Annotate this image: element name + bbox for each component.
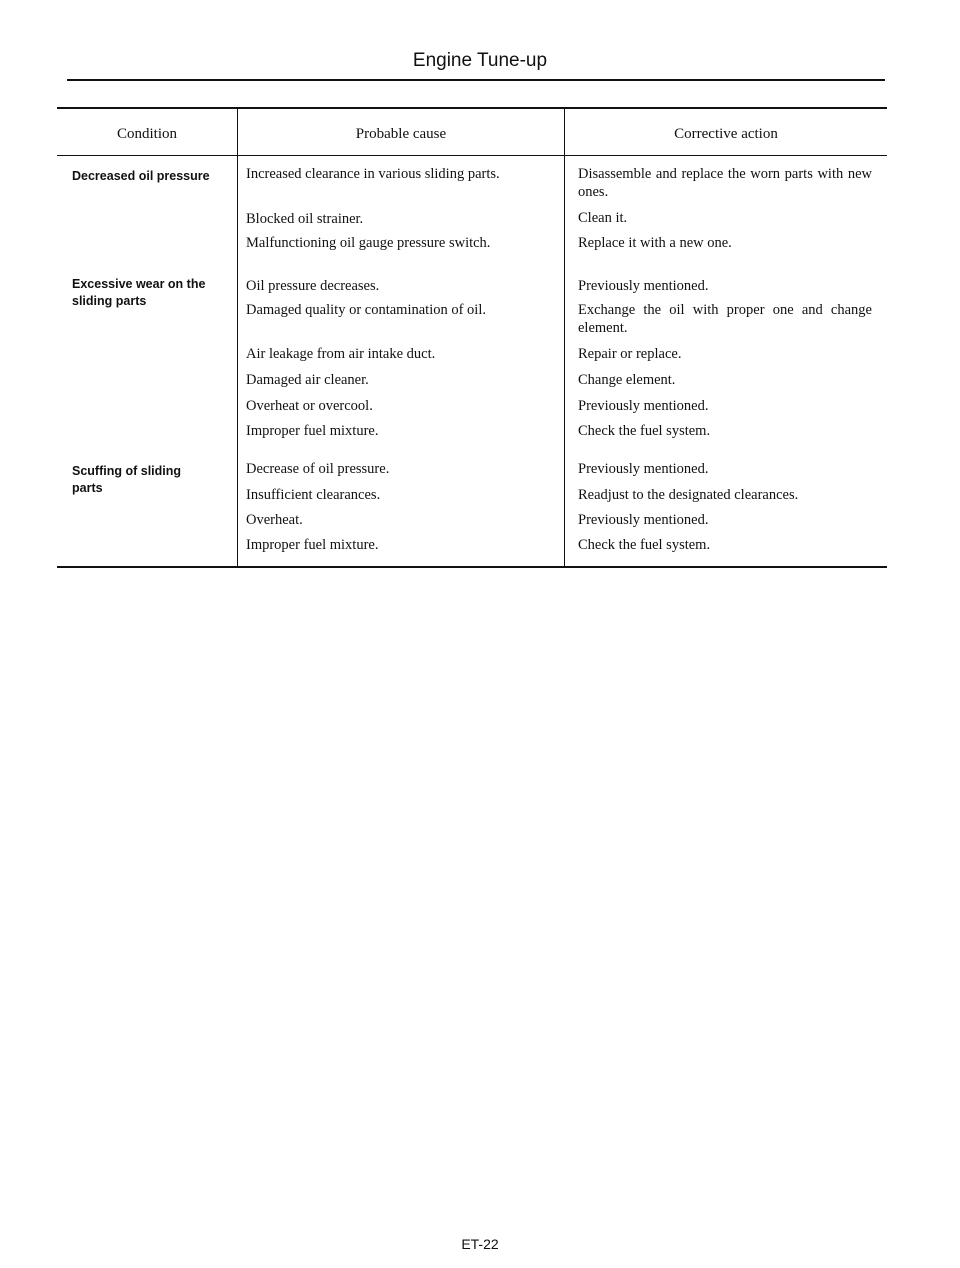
action-cell: Previously mentioned.: [578, 461, 709, 477]
cause-cell: Improper fuel mixture.: [246, 423, 379, 439]
action-cell: Check the fuel system.: [578, 537, 711, 553]
header-rule: [67, 79, 885, 81]
cause-cell: Oil pressure decreases.: [246, 278, 380, 294]
condition-cell: Excessive wear on the sliding parts: [72, 277, 206, 308]
column-header-probable-cause: Probable cause: [355, 126, 447, 142]
action-cell: Exchange the oil with proper one and change element.: [578, 302, 872, 336]
action-cell: Change element.: [578, 372, 676, 388]
cause-cell: Malfunctioning oil gauge pressure switch.: [246, 235, 491, 251]
page-title: Engine Tune-up: [412, 50, 548, 71]
action-cell: Replace it with a new one.: [578, 235, 732, 251]
action-cell: Repair or replace.: [578, 346, 682, 362]
column-divider-1: [237, 108, 238, 567]
cause-cell: Insufficient clearances.: [246, 487, 381, 503]
header-divider: [57, 155, 887, 156]
condition-cell: Scuffing of sliding parts: [72, 464, 182, 495]
action-cell: Readjust to the designated clearances.: [578, 487, 799, 503]
condition-cell: Decreased oil pressure: [72, 169, 210, 183]
column-divider-2: [564, 108, 565, 567]
cause-cell: Increased clearance in various sliding parts.: [246, 166, 500, 182]
action-cell: Previously mentioned.: [578, 278, 709, 294]
cause-cell: Improper fuel mixture.: [246, 537, 379, 553]
table-top-rule: [57, 107, 887, 109]
cause-cell: Decrease of oil pressure.: [246, 461, 390, 477]
column-header-condition: Condition: [116, 126, 177, 142]
cause-cell: Damaged quality or contamination of oil.: [246, 302, 486, 318]
column-header-corrective-action: Corrective action: [674, 126, 778, 142]
action-cell: Check the fuel system.: [578, 423, 711, 439]
cause-cell: Overheat or overcool.: [246, 398, 373, 414]
cause-cell: Air leakage from air intake duct.: [246, 346, 436, 362]
cause-cell: Overheat.: [246, 512, 303, 528]
action-cell: Disassemble and replace the worn parts with new ones.: [578, 166, 872, 200]
cause-cell: Blocked oil strainer.: [246, 211, 364, 227]
action-cell: Clean it.: [578, 210, 628, 226]
table-bottom-rule: [57, 566, 887, 568]
page-number: ET-22: [461, 1236, 499, 1252]
cause-cell: Damaged air cleaner.: [246, 372, 369, 388]
action-cell: Previously mentioned.: [578, 398, 709, 414]
action-cell: Previously mentioned.: [578, 512, 709, 528]
